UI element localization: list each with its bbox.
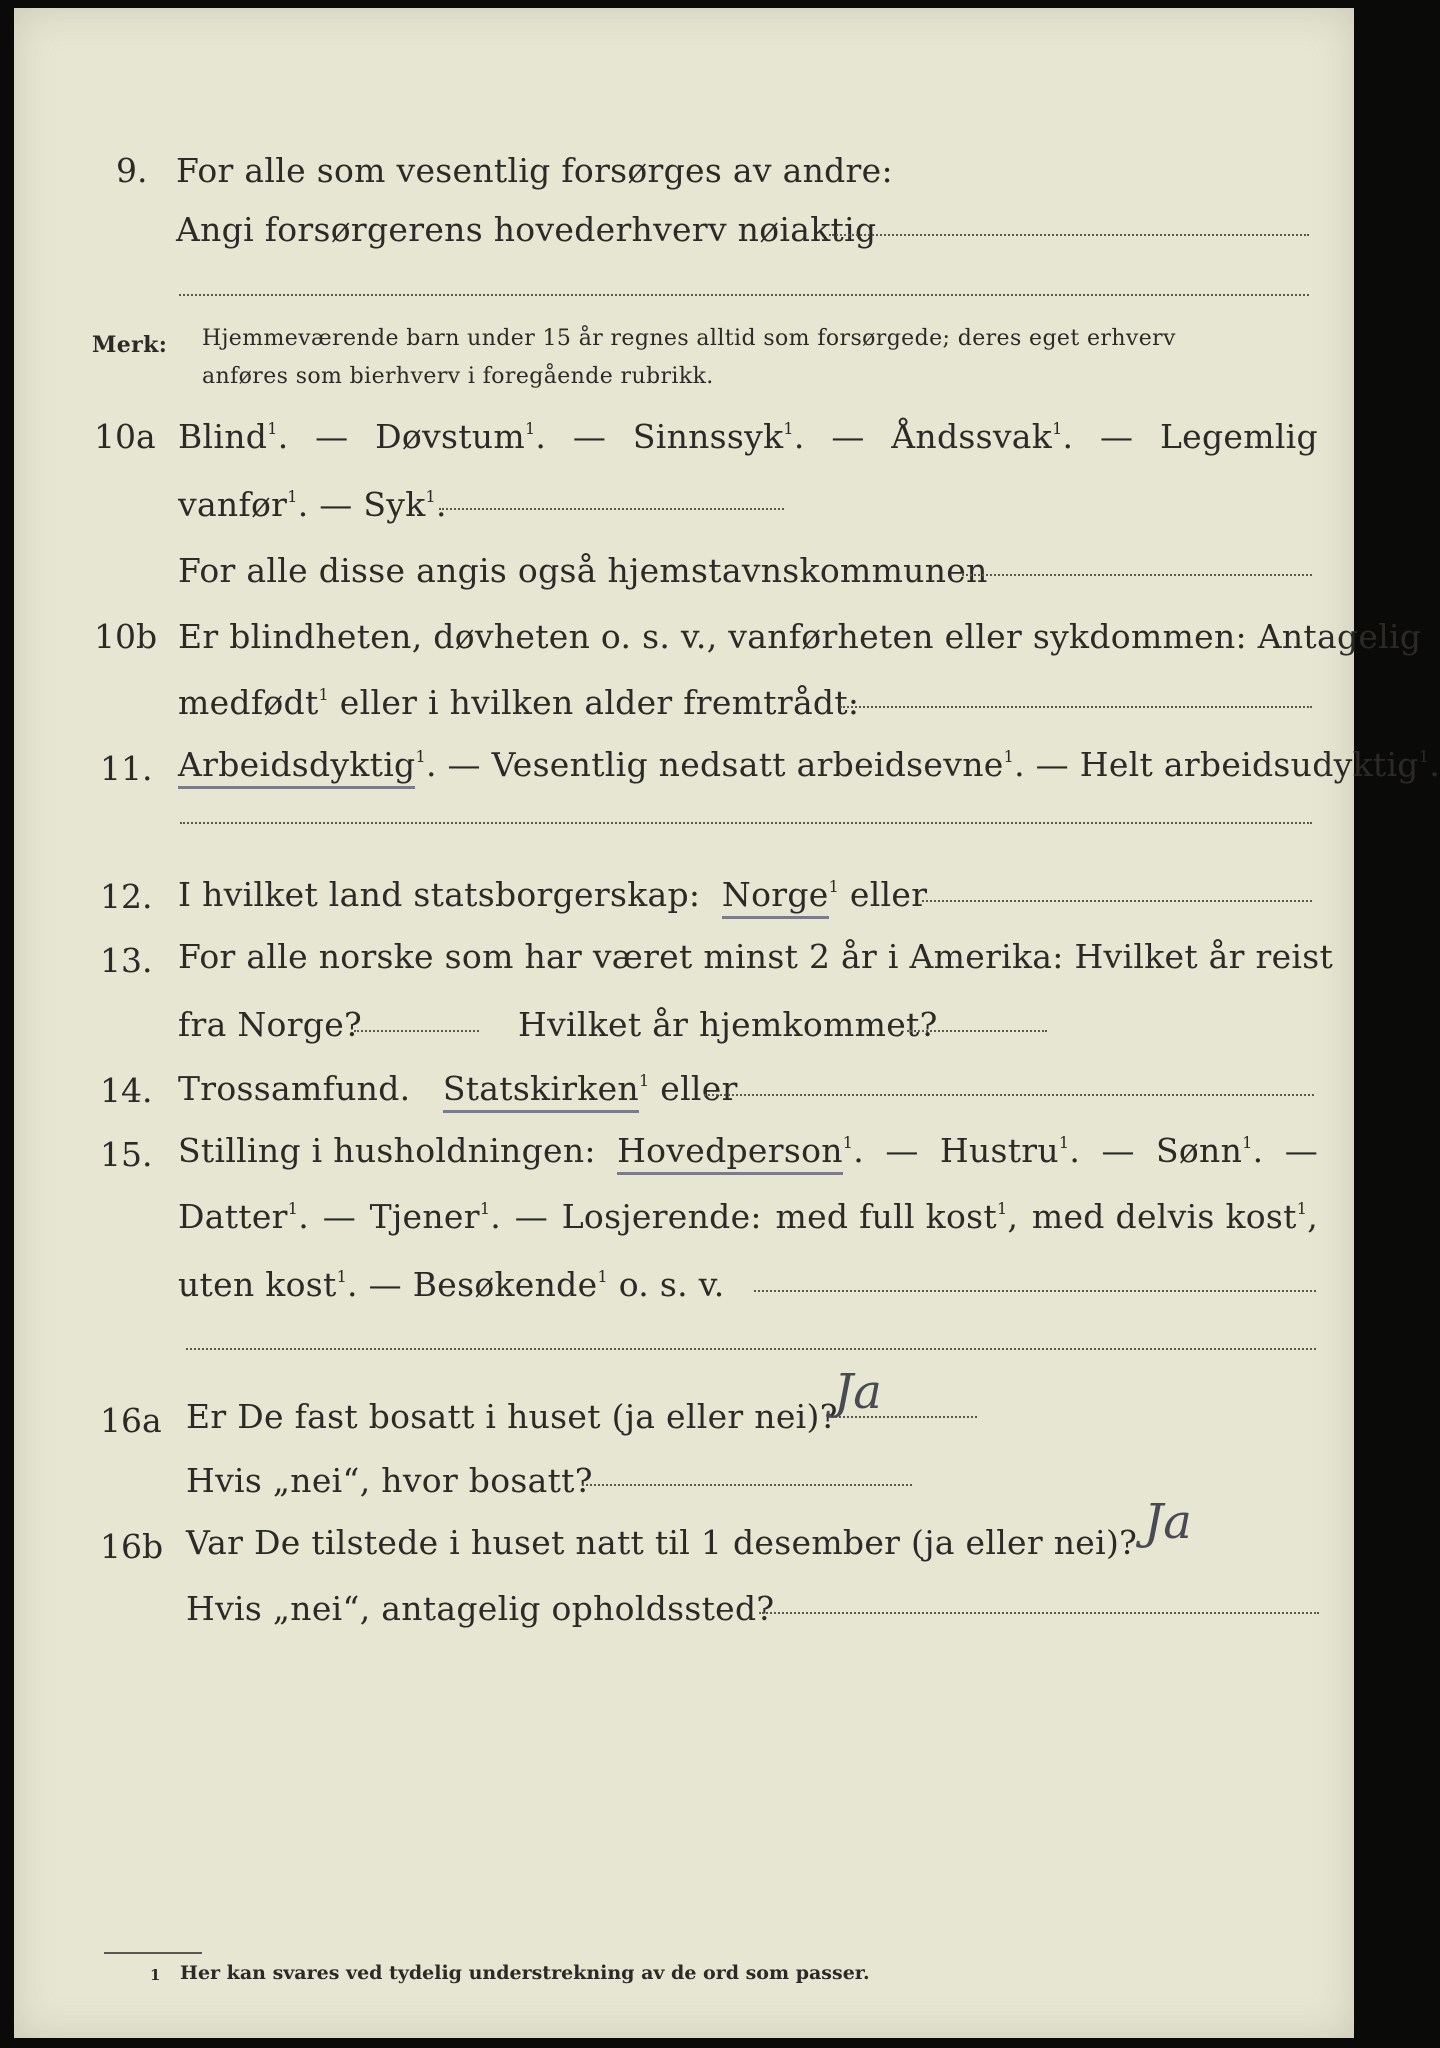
q9-answer-line[interactable] [829,234,1309,236]
footnote-ref: 1 [638,1071,650,1090]
footnote-ref: 1 [1242,1133,1253,1152]
footnote-text: Her kan svares ved tydelig understrekning av de ord som passer. [180,1962,870,1984]
q15-hovedperson[interactable]: Hovedperson [617,1131,843,1175]
footnote-ref: 1 [524,419,536,438]
footnote-ref: 1 [1052,419,1063,438]
q15-fullkost[interactable]: med full kost [775,1197,997,1236]
q15-hustru[interactable]: Hustru [939,1131,1059,1170]
q16b-number: 16b [100,1527,164,1566]
q15-text: Stilling i husholdningen: [178,1131,596,1170]
q13-fra-norge: fra Norge? [178,1005,363,1044]
footnote-ref: 1 [318,685,329,704]
q15-answer-line-2[interactable] [186,1348,1316,1350]
q10a-answer-line[interactable] [439,508,784,510]
footnote-ref: 1 [1058,1133,1070,1152]
q11-udyktig[interactable]: Helt arbeidsudyktig [1079,745,1419,784]
q16a-line1: Er De fast bosatt i huset (ja eller nei)? [186,1397,838,1436]
q15-line3: uten kost$^1$. — Besøkende$^1$ o. s. v. [178,1265,725,1304]
q14-answer-line[interactable] [704,1094,1314,1096]
q15-utenkost[interactable]: uten kost [178,1265,337,1304]
q14-statskirken[interactable]: Statskirken [443,1069,639,1113]
footnote-ref: 1 [783,419,794,438]
q10b-line2-rest: eller i hvilken alder fremtrådt: [339,683,860,722]
q11-arbeidsdyktig[interactable]: Arbeidsdyktig [178,745,415,789]
q12-number: 12. [100,877,153,916]
q10a-line2: vanfør$^1$. — Syk$^1$. [178,485,447,524]
footnote-ref: 1 [1003,747,1015,766]
footnote-rule [104,1952,202,1954]
q10a-andssvak: Åndssvak [891,417,1053,456]
q10b-medfodt: medfødt [178,683,319,722]
q10a-line3: For alle disse angis også hjemstavnskommunen [178,551,988,590]
q13-line1: For alle norske som har været minst 2 år i Amerika: Hvilket år reist [178,937,1334,976]
q14-eller: eller [660,1069,738,1108]
q10b-answer-line[interactable] [840,706,1312,708]
q13-reist-line[interactable] [354,1030,479,1032]
q15-number: 15. [100,1135,153,1174]
q15-besokende[interactable]: Besøkende [412,1265,598,1304]
q12-text: I hvilket land statsborgerskap: [178,875,701,914]
q15-delviskost[interactable]: med delvis kost [1031,1197,1297,1236]
q15-osv: o. s. v. [618,1265,725,1304]
footnote-mark: 1 [150,1966,161,1984]
q15-losjerende: Losjerende: [561,1197,762,1236]
q15-sonn[interactable]: Sønn [1155,1131,1243,1170]
q15-line2: Datter$^1$. — Tjener$^1$. — Losjerende: med full kost$^1$, med delvis kost$^1$, [178,1197,1318,1236]
q10a-vanfor: vanfør [178,485,288,524]
q10b-line1: Er blindheten, døvheten o. s. v., vanførheten eller sykdommen: Antagelig [178,617,1422,656]
q15-line1: Stilling i husholdningen: Hovedperson$^1$. — Hustru$^1$. — Sønn$^1$. — [178,1134,1318,1167]
merk-line2: anføres som bierhverv i foregående rubrikk. [202,364,714,389]
merk-label: Merk: [92,332,168,358]
q10a-line1: Blind$^1$. — Døvstum$^1$. — Sinnssyk$^1$. — Åndssvak$^1$. — Legemlig [178,417,1318,456]
q16a-bosatt-line[interactable] [582,1484,912,1486]
q15-tjener[interactable]: Tjener [369,1197,480,1236]
footnote-ref: 1 [1418,747,1430,766]
q13-hjem-line[interactable] [907,1030,1047,1032]
q10a-blind: Blind [178,417,268,456]
q16b-line2: Hvis „nei“, antagelig opholdssted? [186,1589,775,1628]
footnote-ref: 1 [842,1133,854,1152]
footnote-ref: 1 [597,1267,608,1286]
q12-answer-line[interactable] [922,900,1312,902]
q12-line [178,875,928,914]
merk-line1: Hjemmeværende barn under 15 år regnes alltid som forsørgede; deres eget erhverv [202,326,1176,351]
footnote-ref: 1 [267,419,278,438]
q12-norge[interactable]: Norge [722,875,829,919]
q14-number: 14. [100,1071,153,1110]
q10a-sinnssyk: Sinnssyk [632,417,784,456]
q10a-legemlig: Legemlig [1159,417,1318,456]
q10a-syk: Syk [363,485,426,524]
q10a-dovstum: Døvstum [375,417,525,456]
q16a-number: 16a [100,1401,162,1440]
footnote-ref: 1 [1296,1199,1308,1218]
q16b-line1: Var De tilstede i huset natt til 1 desember (ja eller nei)? [186,1523,1138,1562]
q15-datter[interactable]: Datter [178,1197,288,1236]
q16b-opholdssted-line[interactable] [759,1612,1319,1614]
q9-line1: For alle som vesentlig forsørges av andre: [176,151,893,190]
q14-text: Trossamfund. [178,1069,411,1108]
footnote-ref: 1 [479,1199,491,1218]
footnote-ref: 1 [287,1199,299,1218]
q16a-handwritten-answer: Ja [834,1364,882,1420]
q12-eller: eller [849,875,928,914]
census-form-page [14,8,1440,2038]
q10b-number: 10b [94,617,158,656]
q9-answer-line-2[interactable] [179,294,1309,296]
q10a-hjemstavn-line[interactable] [962,574,1312,576]
q11-answer-line[interactable] [180,822,1312,824]
q10b-line2 [178,683,860,722]
footnote-ref: 1 [415,747,426,766]
q15-answer-line[interactable] [754,1290,1316,1292]
q16a-line2: Hvis „nei“, hvor bosatt? [186,1461,593,1500]
footnote-ref: 1 [287,487,298,506]
q9-number: 9. [116,151,148,190]
q13-hjemkommet: Hvilket år hjemkommet? [518,1005,938,1044]
q11-number: 11. [100,749,153,788]
footnote-ref: 1 [336,1267,348,1286]
q13-number: 13. [100,941,153,980]
footnote-ref: 1 [828,877,840,896]
q11-nedsatt[interactable]: Vesentlig nedsatt arbeidsevne [491,745,1004,784]
footnote-ref: 1 [996,1199,1008,1218]
q9-line2: Angi forsørgerens hovederhverv nøiaktig [176,210,877,249]
q14-line [178,1069,738,1108]
footnote-ref: 1 [425,487,437,506]
q10a-number: 10a [94,417,156,456]
q11-line: Arbeidsdyktig$^1$. — Vesentlig nedsatt arbeidsevne$^1$. — Helt arbeidsudyktig$^1$. [178,748,1440,781]
q16b-handwritten-answer: Ja [1144,1494,1192,1550]
